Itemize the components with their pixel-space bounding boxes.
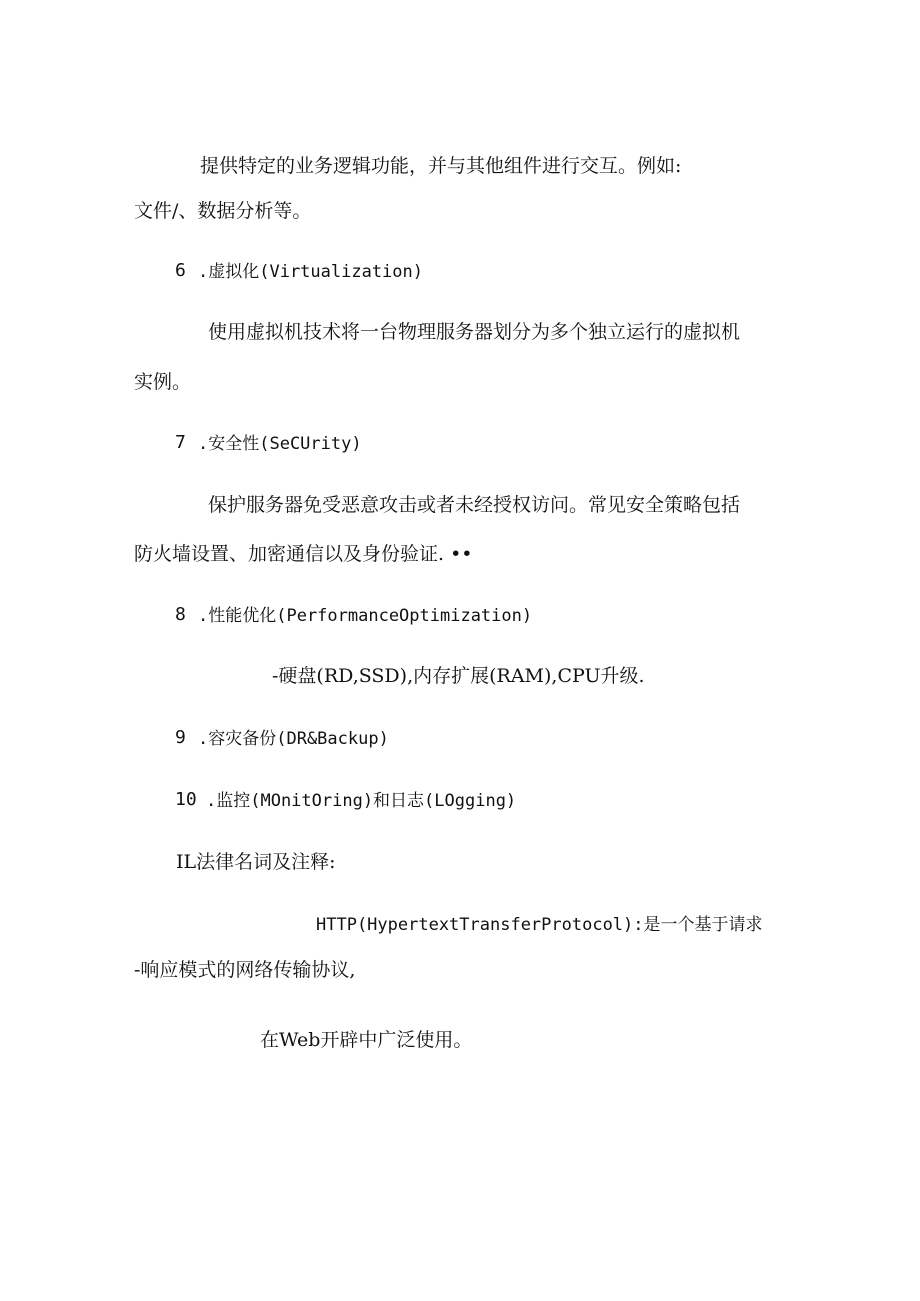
heading-text xyxy=(206,788,516,812)
heading-number: 8 xyxy=(175,604,186,625)
paragraph-line: -硬盘(RD,SSD),内存扩展(RAM),CPU升级. xyxy=(272,665,645,687)
heading-text xyxy=(198,603,532,627)
paragraph-line: 实例。 xyxy=(134,371,192,393)
section-title: IL法律名词及注释: xyxy=(176,851,336,873)
paragraph-line: 文件/、数据分析等。 xyxy=(134,200,312,222)
heading-number: 7 xyxy=(175,432,186,453)
heading-label: .容灾备份(DR&Backup) xyxy=(198,729,389,749)
paragraph-line xyxy=(316,912,763,936)
heading-number: 9 xyxy=(175,727,186,748)
paragraph-line: 保护服务器免受恶意攻击或者未经授权访问。常见安全策略包括 xyxy=(208,494,741,516)
paragraph-line: 防火墙设置、加密通信以及身份验证. •• xyxy=(134,543,473,565)
heading-number: 10 xyxy=(175,789,197,810)
heading-text xyxy=(198,431,362,455)
heading-label: .安全性(SeCUrity) xyxy=(198,434,362,454)
paragraph-line: 在Web开辟中广泛使用。 xyxy=(260,1029,473,1051)
paragraph-line: 使用虚拟机技术将一台物理服务器划分为多个独立运行的虚拟机 xyxy=(208,321,741,343)
heading-label: .虚拟化(Virtualization) xyxy=(198,262,423,282)
heading-text xyxy=(198,259,423,283)
heading-label: .监控(MOnitOring)和日志(LOgging) xyxy=(206,791,517,811)
paragraph-text: HTTP(HypertextTransferProtocol):是一个基于请求 xyxy=(316,915,763,935)
heading-label: .性能优化(PerformanceOptimization) xyxy=(198,606,533,626)
heading-text xyxy=(198,726,389,750)
paragraph-line: 提供特定的业务逻辑功能，并与其他组件进行交互。例如: xyxy=(200,155,682,177)
paragraph-line: -响应模式的网络传输协议, xyxy=(134,959,356,981)
heading-number: 6 xyxy=(175,260,186,281)
